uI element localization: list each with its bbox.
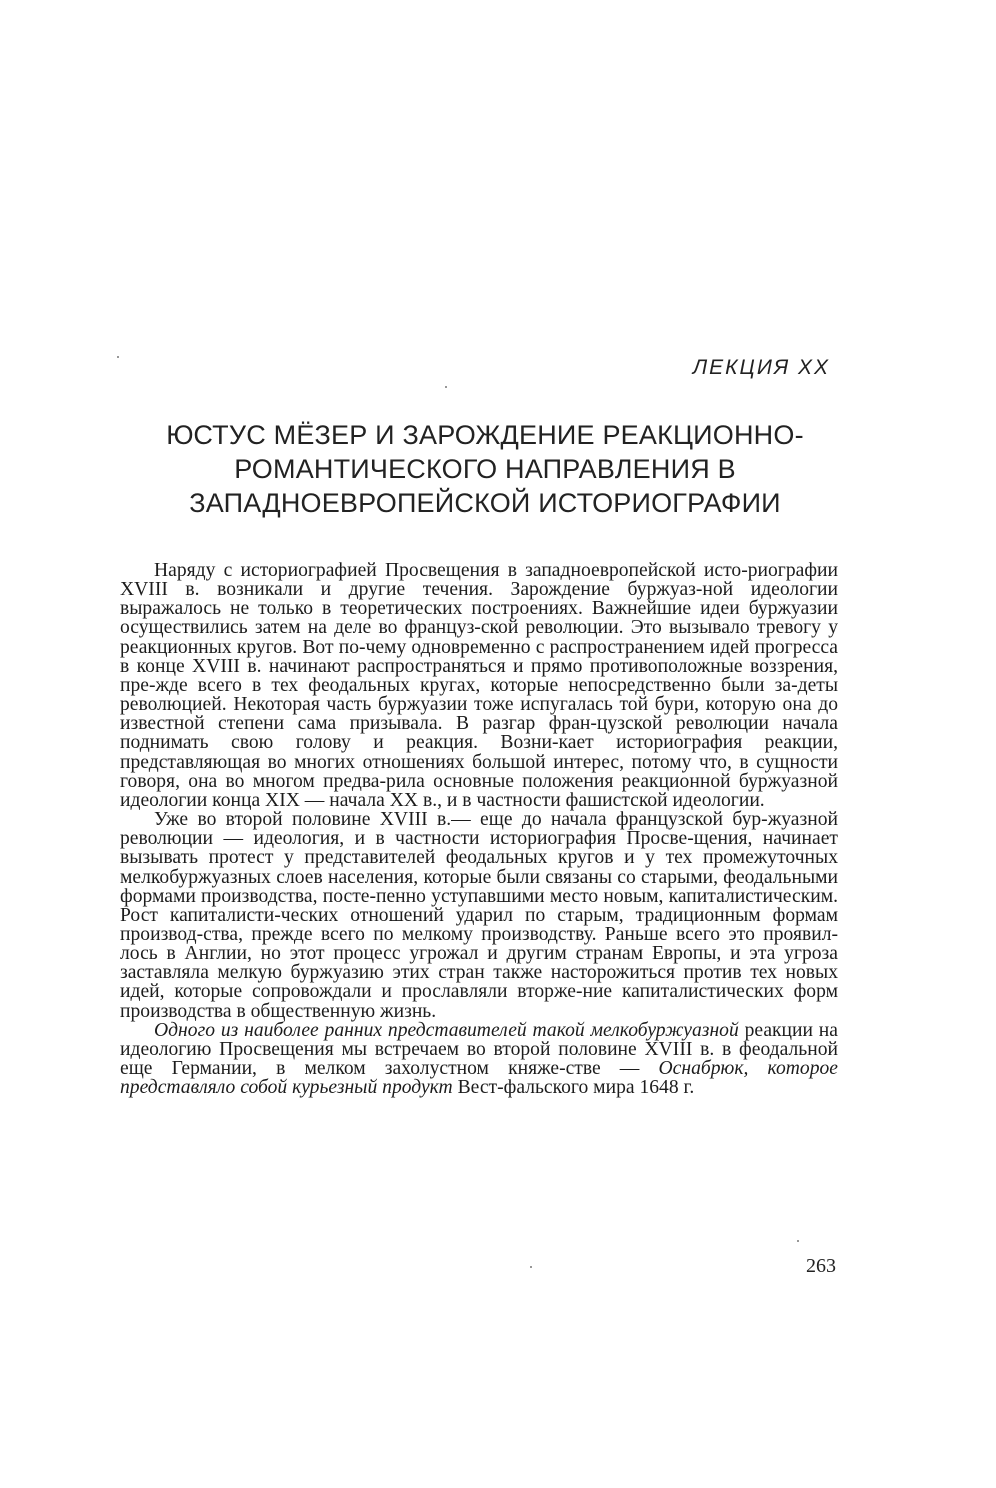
italic-text: Оснабрюк, которое представляло собой курьезный продукт bbox=[120, 1058, 838, 1099]
scan-speck bbox=[797, 1240, 799, 1242]
paragraph: Уже во второй половине XVIII в.— еще до начала французской бур-жуазной революции — идеология, и в частности историография Просве-щения, начинает вызывать протест у представителей феодальных кругов и у тех промежуточных мелкобуржуазных слоев населения, которые были связаны со старыми, феодальными формами производства, посте-пенно уступавшими место новым, капиталистическим. Рост капиталисти-ческих отношений ударил по старым, традиционным формам производ-ства, прежде всего по мелкому производству. Раньше всего это проявил-лось в Англии, но этот процесс угрожал и другим странам Европы, и эта угроза заставляла мелкую буржуазию этих стран также насторожиться против тех новых идей, которые сопровождали и прославляли вторже-ние капиталистических форм производства в общественную жизнь. bbox=[120, 809, 838, 1022]
chapter-title-line: РОМАНТИЧЕСКОГО НАПРАВЛЕНИЯ В bbox=[234, 454, 736, 484]
scan-speck bbox=[530, 1266, 532, 1268]
lecture-label: ЛЕКЦИЯ XX bbox=[692, 356, 830, 379]
chapter-title bbox=[120, 418, 850, 520]
scan-speck bbox=[117, 356, 119, 358]
paragraph: Наряду с историографией Просвещения в западноевропейской исто-риографии XVIII в. возникали и другие течения. Зарождение буржуаз-ной идеологии выражалось не только в теоретических построениях. Важнейшие идеи буржуазии осуществились затем на деле во француз-ской революции. Это вызывало тревогу у реакционных кругов. Вот по-чему одновременно с распространением идей прогресса в конце XVIII в. начинают распространяться и прямо противоположные воззрения, пре-жде всего в тех феодальных кругах, которые непосредственно были за-деты революцией. Некоторая часть буржуазии тоже испугалась той бури, которую она до известной степени сама призывала. В разгар фран-цузской революции начала поднимать свою голову и реакция. Возни-кает историография реакции, представляющая во многих отношениях большой интерес, потому что, в сущности говоря, она во многом предва-рила основные положения реакционной буржуазной идеологии конца XIX — начала XX в., и в частности фашистской идеологии. bbox=[120, 560, 838, 811]
paragraph-text: Вест-фальского мира 1648 г. bbox=[452, 1077, 695, 1099]
chapter-title-line: ЮСТУС МЁЗЕР И ЗАРОЖДЕНИЕ РЕАКЦИОННО- bbox=[166, 420, 804, 450]
paragraph-text: реакции на идеологию Просвещения мы встречаем во второй половине XVIII в. в феодальной еще Германии, в мелком захолустном княже-стве — bbox=[120, 1019, 838, 1080]
paragraph bbox=[120, 1021, 838, 1098]
body-text bbox=[120, 561, 838, 1097]
italic-text: Одного из наиболее ранних представителей такой мелкобуржуазной bbox=[154, 1019, 739, 1041]
page-number: 263 bbox=[806, 1255, 836, 1277]
scan-speck bbox=[445, 386, 447, 388]
chapter-title-line: ЗАПАДНОЕВРОПЕЙСКОЙ ИСТОРИОГРАФИИ bbox=[189, 488, 781, 518]
